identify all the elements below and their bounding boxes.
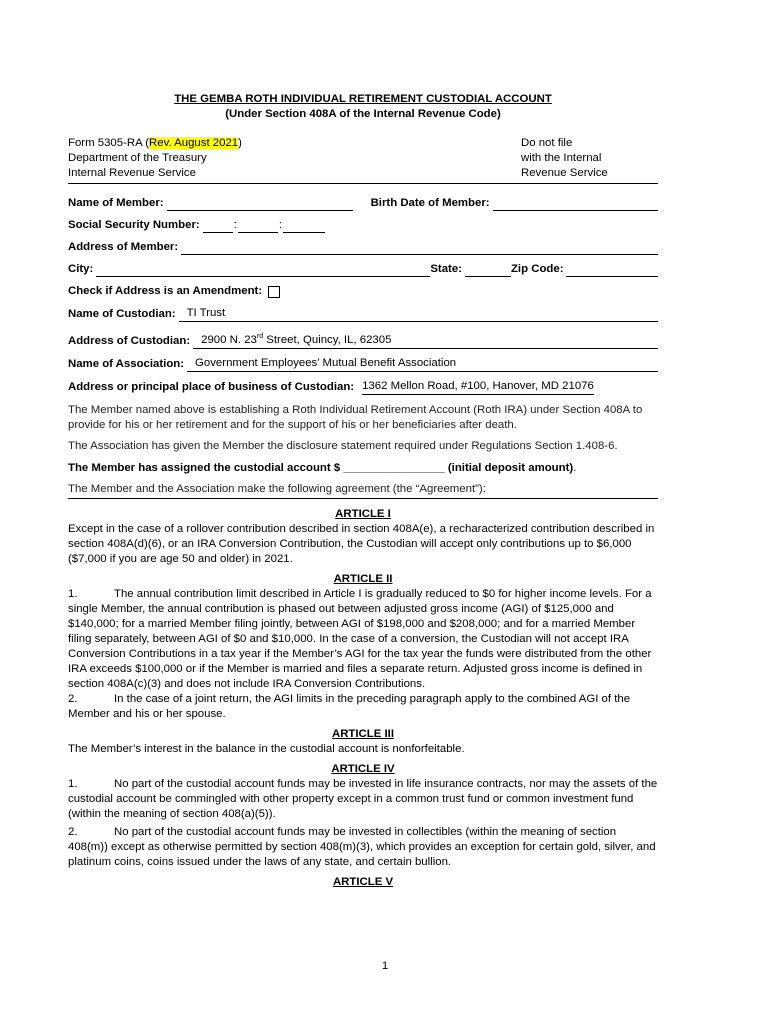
custodian-address-row — [68, 329, 658, 349]
form-header-right: Do not file with the Internal Revenue Service — [521, 137, 608, 179]
article-1-heading: ARTICLE I — [335, 507, 391, 520]
amendment-row — [68, 284, 658, 299]
document-page — [68, 92, 658, 890]
form-header — [68, 136, 658, 184]
zip-input[interactable] — [566, 264, 658, 277]
article-3-text: The Member’s interest in the balance in the custodial account is nonforfeitable. — [68, 742, 465, 755]
article-4-item-2: 2. No part of the custodial account funds may be invested in collectibles (within the meaning of section 408(m)) except as otherwise permitted by section 408(m)(3), which provides an exception for certain gold, silver, and platinum coins, coins issued under the laws of any state, and certain bullion. — [68, 825, 656, 868]
principal-address-label: Address or principal place of business of Custodian: — [68, 380, 355, 393]
article-2-item-2: 2. In the case of a joint return, the AGI limits in the preceding paragraph apply to the combined AGI of the Member and his or her spouse. — [68, 692, 631, 720]
association-row — [68, 356, 658, 372]
city-input[interactable] — [96, 264, 430, 277]
service-label: Internal Revenue Service — [68, 167, 196, 179]
city-state-zip-row — [68, 262, 658, 277]
custodian-address-value: 2900 N. 23rd Street, Quincy, IL, 62305 — [193, 329, 658, 349]
article-2-item-1: 1. The annual contribution limit described in Article I is gradually reduced to $0 for higher income levels. For a single Member, the annual contribution is phased out between adjusted gross income (AGI) of $125,000 and $140,000; for a married Member filing jointly, between AGI of $198,000 and $208,000; and for a married Member filing separately, between AGI of $0 and $10,000. In the case of a conversion, the Custodian will not accept IRA Conversion Contributions in a tax year if the Member’s AGI for the tax year the funds were distributed from the other IRA exceeds $100,000 or if the Member is married and files a separate return. Adjusted gross income is defined in section 408A(c)(3) and does not include IRA Conversion Contributions. — [68, 587, 652, 690]
ssn-label: Social Security Number: — [68, 219, 200, 231]
principal-address-value: 1362 Mellon Road, #100, Hanover, MD 21076 — [362, 379, 594, 395]
custodian-name-value: TI Trust — [179, 306, 658, 322]
association-value: Government Employees’ Mutual Benefit Association — [187, 356, 658, 372]
member-name-input[interactable] — [167, 198, 353, 211]
article-4-heading: ARTICLE IV — [331, 762, 395, 775]
amendment-checkbox[interactable] — [268, 286, 280, 298]
member-address-input[interactable] — [181, 242, 658, 255]
custodian-name-row — [68, 306, 658, 322]
disclosure-paragraph: The Association has given the Member the disclosure statement required under Regulations Section 1.408-6. — [68, 439, 618, 452]
city-label: City: — [68, 263, 94, 275]
zip-label: Zip Code: — [510, 263, 564, 275]
member-name-label: Name of Member: — [68, 197, 164, 209]
member-name-row — [68, 196, 658, 211]
agreement-paragraph: The Member and the Association make the following agreement (the “Agreement”): — [68, 482, 658, 499]
document-title: THE GEMBA ROTH INDIVIDUAL RETIREMENT CUSTODIAL ACCOUNT — [174, 93, 552, 105]
state-label: State: — [430, 263, 462, 275]
association-label: Name of Association: — [68, 357, 185, 370]
birth-date-label: Birth Date of Member: — [370, 197, 490, 209]
article-5-heading: ARTICLE V — [332, 875, 394, 888]
state-input[interactable] — [465, 264, 511, 277]
article-4-item-1: 1. No part of the custodial account funds may be invested in life insurance contracts, nor may the assets of the custodial account be commingled with other property except in a common trust fund or common investment fund (within the meaning of section 408(a)(5)). — [68, 777, 658, 820]
ssn-row — [68, 218, 658, 233]
department-label: Department of the Treasury — [68, 152, 207, 164]
custodian-name-label: Name of Custodian: — [68, 308, 176, 320]
form-header-left — [68, 136, 242, 181]
principal-address-row — [68, 379, 658, 395]
form-number: Form 5305-RA (Rev. August 2021) — [68, 137, 242, 149]
document-subtitle: (Under Section 408A of the Internal Revenue Code) — [225, 108, 501, 120]
custodian-address-label: Address of Custodian: — [68, 334, 191, 347]
deposit-paragraph: The Member has assigned the custodial account $ ________________ (initial deposit amount). — [68, 461, 577, 474]
article-3-heading: ARTICLE III — [331, 727, 394, 740]
article-1-text: Except in the case of a rollover contribution described in section 408A(e), a recharacterized contribution described in section 408A(d)(6), or an IRA Conversion Contribution, the Custodian will accept only contributions up to $6,000 ($7,000 if you are age 50 and older) in 2021. — [68, 522, 655, 565]
amendment-label: Check if Address is an Amendment: — [68, 285, 263, 297]
intro-paragraph: The Member named above is establishing a Roth Individual Retirement Account (Roth IRA) under Section 408A to provide for his or her retirement and for the support of his or her beneficiaries after death. — [68, 403, 643, 431]
member-address-row — [68, 240, 658, 255]
ssn-input[interactable]: : : — [203, 218, 325, 233]
revision-highlight: Rev. August 2021 — [149, 137, 239, 149]
member-address-label: Address of Member: — [68, 241, 179, 253]
birth-date-input[interactable] — [493, 198, 658, 211]
article-2-heading: ARTICLE II — [333, 572, 393, 585]
page-number: 1 — [381, 960, 389, 972]
